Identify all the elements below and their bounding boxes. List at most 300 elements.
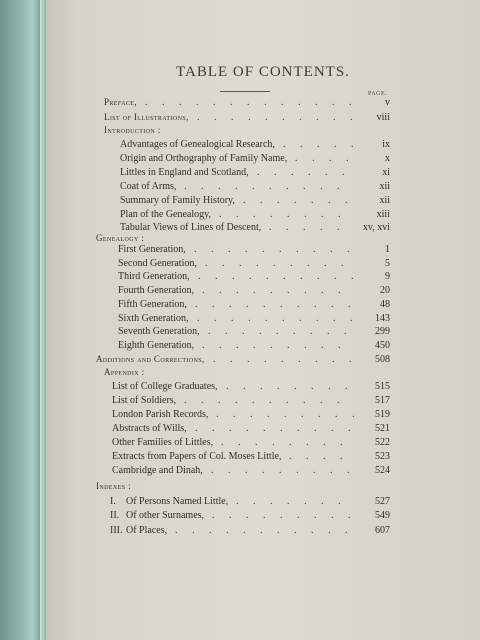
toc-entry-page: xv, xvi [362,222,390,233]
leader-dot: . [247,354,250,365]
leader-dot: . [214,112,217,123]
leader-dot: . [270,496,273,507]
leader-dot: . [313,465,316,476]
toc-entry [46,209,480,223]
toc-entry-label: Second Generation, [118,258,197,269]
leader-dot: . [323,437,326,448]
leader-dot: . [280,510,283,521]
leader-dot: . [248,313,251,324]
leader-dot: . [345,195,348,206]
leader-dot: . [349,354,352,365]
leader-dot: . [320,222,323,233]
toc-entry [46,195,480,209]
leader-dot: . [218,395,221,406]
toc-entry-label: Third Generation, [118,271,190,282]
leader-dot: . [300,271,303,282]
toc-entry-label: Of Persons Named Little, [126,496,229,507]
leader-dot: . [327,326,330,337]
leader-dot: . [297,299,300,310]
toc-entry-label: Introduction : [104,125,161,135]
leader-dot: . [228,465,231,476]
toc-entry-numeral: II. [110,510,120,521]
toc-entry [46,258,480,272]
leader-dot: . [235,181,238,192]
leader-dot: . [283,139,286,150]
toc-entry [46,167,480,181]
toc-entry-label: Fifth Generation, [118,299,187,310]
leader-dot: . [179,97,182,108]
leader-dot: . [310,326,313,337]
leader-dot: . [323,451,326,462]
leader-dot: . [277,525,280,536]
leader-dot: . [331,423,334,434]
leader-dot: . [341,258,344,269]
leader-dot: . [196,97,199,108]
leader-dot: . [208,326,211,337]
leader-dot: . [338,340,341,351]
toc-entry-page: 517 [375,395,390,406]
toc-entry-label: Other Families of Littles, [112,437,214,448]
leader-dot: . [263,423,266,434]
leader-dot: . [264,354,267,365]
toc-entry-label: Cambridge and Dinah, [112,465,203,476]
leader-dot: . [298,97,301,108]
toc-entry [46,244,480,258]
toc-entry-label: First Generation, [118,244,186,255]
leader-dot: . [270,340,273,351]
leader-dot: . [321,496,324,507]
leader-dot: . [257,167,260,178]
leader-dot: . [270,285,273,296]
leader-dot: . [270,209,273,220]
leader-dot: . [286,222,289,233]
leader-dot: . [213,97,216,108]
toc-entry-page: 9 [385,271,390,282]
toc-entry-page: ix [382,139,390,150]
leader-dot: . [334,139,337,150]
leader-dot: . [231,313,234,324]
toc-entry-page: 508 [375,354,390,365]
toc-entry-page: x [385,153,390,164]
leader-dot: . [265,313,268,324]
book-spine [0,0,44,640]
toc-entry [46,465,480,479]
toc-entry [46,367,480,381]
leader-dot: . [313,244,316,255]
leader-dot: . [351,139,354,150]
leader-dot: . [219,209,222,220]
leader-dot: . [226,525,229,536]
toc-entry-label: Abstracts of Wills, [112,423,187,434]
leader-dot: . [216,409,219,420]
leader-dot: . [311,195,314,206]
leader-dot: . [306,437,309,448]
leader-dot: . [287,285,290,296]
leader-dot: . [346,153,349,164]
leader-dot: . [253,340,256,351]
leader-dot: . [252,395,255,406]
leader-dot: . [286,395,289,406]
leader-dot: . [218,181,221,192]
leader-dot: . [321,340,324,351]
leader-dot: . [328,381,331,392]
leader-dot: . [221,437,224,448]
leader-dot: . [236,209,239,220]
toc-entry [46,525,480,539]
leader-dot: . [262,465,265,476]
leader-dot: . [314,423,317,434]
leader-dot: . [290,258,293,269]
toc-entry-numeral: I. [110,496,116,507]
toc-entry [46,139,480,153]
leader-dot: . [308,167,311,178]
leader-dot: . [287,209,290,220]
leader-dot: . [225,326,228,337]
leader-dot: . [253,209,256,220]
leader-dot: . [347,465,350,476]
toc-entry-page: 515 [375,381,390,392]
toc-entry [46,395,480,409]
toc-entry-label: Tabular Views of Lines of Descent, [120,222,262,233]
toc-entry-page: 521 [375,423,390,434]
leader-dot: . [307,258,310,269]
leader-dot: . [202,285,205,296]
leader-dot: . [321,285,324,296]
leader-dot: . [184,395,187,406]
leader-dot: . [236,496,239,507]
toc-entry-label: Littles in England and Scotland, [120,167,249,178]
toc-entry [46,313,480,327]
leader-dot: . [282,313,285,324]
leader-dot: . [314,510,317,521]
toc-entry-page: xi [382,167,390,178]
leader-dot: . [344,326,347,337]
leader-dot: . [293,326,296,337]
leader-dot: . [246,423,249,434]
toc-entry-page: 524 [375,465,390,476]
toc-entry-label: List of College Graduates, [112,381,218,392]
leader-dot: . [269,222,272,233]
leader-dot: . [246,299,249,310]
toc-entry-label: Advantages of Genealogical Research, [120,139,275,150]
leader-dot: . [282,112,285,123]
leader-dot: . [332,97,335,108]
leader-dot: . [320,181,323,192]
leader-dot: . [338,285,341,296]
leader-dot: . [312,153,315,164]
toc-entry [46,125,480,139]
toc-entry-page: 607 [375,525,390,536]
leader-dot: . [228,244,231,255]
leader-dot: . [236,340,239,351]
leader-dot: . [337,222,340,233]
leader-dot: . [277,195,280,206]
leader-dot: . [239,258,242,269]
leader-dot: . [311,525,314,536]
toc-entry-label: Plan of the Genealogy, [120,209,211,220]
toc-entry-page: 519 [375,409,390,420]
title-rule [220,91,270,92]
leader-dot: . [194,244,197,255]
leader-dot: . [345,525,348,536]
leader-dot: . [304,209,307,220]
leader-dot: . [317,271,320,282]
leader-dot: . [184,181,187,192]
leader-dot: . [294,381,297,392]
leader-dot: . [232,271,235,282]
leader-dot: . [229,510,232,521]
toc-entry-page: 20 [380,285,390,296]
leader-dot: . [320,395,323,406]
leader-dot: . [202,340,205,351]
leader-dot: . [296,465,299,476]
leader-dot: . [264,97,267,108]
toc-entry-label: Summary of Family History, [120,195,235,206]
toc-entry-page: viii [376,112,390,123]
leader-dot: . [286,181,289,192]
leader-dot: . [195,423,198,434]
leader-dot: . [337,181,340,192]
toc-entry [46,437,480,451]
leader-dot: . [318,409,321,420]
toc-entry-label: List of Soldiers, [112,395,177,406]
leader-dot: . [289,437,292,448]
leader-dot: . [316,112,319,123]
toc-entry [46,326,480,340]
leader-dot: . [329,153,332,164]
leader-dot: . [289,451,292,462]
leader-dot: . [277,381,280,392]
leader-dot: . [192,525,195,536]
toc-entry [46,496,480,510]
leader-dot: . [340,451,343,462]
leader-dot: . [230,97,233,108]
leader-dot: . [331,299,334,310]
leader-dot: . [229,299,232,310]
leader-dot: . [296,244,299,255]
leader-dot: . [245,465,248,476]
toc-entry-label: Fourth Generation, [118,285,195,296]
book-page [46,0,480,640]
leader-dot: . [281,354,284,365]
leader-dot: . [284,409,287,420]
toc-entry [46,285,480,299]
toc-entry-label: Sixth Generation, [118,313,189,324]
leader-dot: . [274,167,277,178]
leader-dot: . [272,437,275,448]
leader-dot: . [350,313,353,324]
leader-dot: . [338,496,341,507]
leader-dot: . [294,525,297,536]
leader-dot: . [219,340,222,351]
leader-dot: . [233,409,236,420]
leader-dot: . [198,271,201,282]
leader-dot: . [235,395,238,406]
leader-dot: . [266,271,269,282]
leader-dot: . [260,525,263,536]
leader-dot: . [213,354,216,365]
leader-dot: . [226,381,229,392]
leader-dot: . [350,112,353,123]
leader-dot: . [253,285,256,296]
toc-entry [46,381,480,395]
leader-dot: . [345,381,348,392]
leader-dot: . [212,299,215,310]
leader-dot: . [335,409,338,420]
leader-dot: . [262,244,265,255]
leader-dot: . [245,244,248,255]
leader-dot: . [299,313,302,324]
leader-dot: . [212,423,215,434]
leader-dot: . [340,437,343,448]
toc-entry [46,97,480,111]
toc-entry-label: Eighth Generation, [118,340,195,351]
toc-entry-page: v [385,97,390,108]
leader-dot: . [252,181,255,192]
leader-dot: . [195,299,198,310]
leader-dot: . [311,381,314,392]
toc-entry-page: 5 [385,258,390,269]
leader-dot: . [263,510,266,521]
leader-dot: . [209,525,212,536]
toc-entry-label: London Parish Records, [112,409,209,420]
toc-entry-label: Of Places, [126,525,168,536]
leader-dot: . [324,258,327,269]
toc-entry-page: 523 [375,451,390,462]
toc-entry-page: xii [379,195,390,206]
toc-entry-page: xiii [376,209,390,220]
toc-entry-label: List of Illustrations, [104,112,189,122]
leader-dot: . [260,381,263,392]
leader-dot: . [304,496,307,507]
leader-dot: . [248,112,251,123]
leader-dot: . [238,437,241,448]
leader-dot: . [338,209,341,220]
leader-dot: . [197,313,200,324]
leader-dot: . [342,167,345,178]
leader-dot: . [242,326,245,337]
leader-dot: . [315,354,318,365]
leader-dot: . [212,510,215,521]
toc-entry-label: Preface, [104,97,138,107]
leader-dot: . [328,195,331,206]
leader-dot: . [337,395,340,406]
leader-dot: . [259,326,262,337]
toc-entry-page: 527 [375,496,390,507]
leader-dot: . [287,496,290,507]
leader-dot: . [332,354,335,365]
page-column-header: PAGE. [368,91,388,97]
toc-entry-page: 450 [375,340,390,351]
toc-entry-numeral: III. [110,525,123,536]
leader-dot: . [283,271,286,282]
leader-dot: . [348,510,351,521]
toc-entry-page: 522 [375,437,390,448]
leader-dot: . [269,395,272,406]
toc-entry [46,299,480,313]
toc-entry [46,340,480,354]
leader-dot: . [276,326,279,337]
leader-dot: . [243,381,246,392]
leader-dot: . [303,222,306,233]
leader-dot: . [348,423,351,434]
leader-dot: . [243,195,246,206]
toc-entry-page: 48 [380,299,390,310]
toc-entry-label: Origin and Orthography of Family Name, [120,153,288,164]
leader-dot: . [315,97,318,108]
leader-dot: . [253,496,256,507]
leader-dot: . [328,525,331,536]
leader-dot: . [231,112,234,123]
leader-dot: . [229,423,232,434]
leader-dot: . [249,271,252,282]
toc-entry [46,451,480,465]
leader-dot: . [211,465,214,476]
leader-dot: . [201,395,204,406]
toc-entry [46,423,480,437]
leader-dot: . [267,409,270,420]
leader-dot: . [279,244,282,255]
leader-dot: . [279,465,282,476]
leader-dot: . [222,258,225,269]
toc-entry-label: Coat of Arms, [120,181,177,192]
toc-entry-page: 299 [375,326,390,337]
toc-entry [46,153,480,167]
leader-dot: . [352,409,355,420]
leader-dot: . [269,181,272,192]
leader-dot: . [230,354,233,365]
leader-dot: . [347,244,350,255]
leader-dot: . [175,525,178,536]
leader-dot: . [250,409,253,420]
leader-dot: . [321,209,324,220]
leader-dot: . [316,313,319,324]
toc-entry-label: Genealogy : [96,233,145,243]
leader-dot: . [297,510,300,521]
leader-dot: . [330,465,333,476]
leader-dot: . [294,195,297,206]
leader-dot: . [273,258,276,269]
leader-dot: . [260,195,263,206]
leader-dot: . [201,181,204,192]
page-title: TABLE OF CONTENTS. [176,64,350,80]
toc-entry [46,409,480,423]
leader-dot: . [263,299,266,310]
leader-dot: . [255,437,258,448]
leader-dot: . [306,451,309,462]
leader-dot: . [333,112,336,123]
toc-entry [46,271,480,285]
leader-dot: . [351,271,354,282]
leader-dot: . [333,313,336,324]
toc-entry [46,510,480,524]
toc-entry-label: Extracts from Papers of Col. Moses Little, [112,451,282,462]
toc-entry [46,181,480,195]
leader-dot: . [301,409,304,420]
toc-entry [46,481,480,495]
leader-dot: . [334,271,337,282]
leader-dot: . [291,167,294,178]
toc-entry-label: Seventh Generation, [118,326,200,337]
toc-entry [46,112,480,126]
leader-dot: . [280,423,283,434]
leader-dot: . [298,354,301,365]
toc-entry-label: Appendix : [104,367,145,377]
leader-dot: . [317,139,320,150]
leader-dot: . [300,139,303,150]
leader-dot: . [314,299,317,310]
leader-dot: . [162,97,165,108]
